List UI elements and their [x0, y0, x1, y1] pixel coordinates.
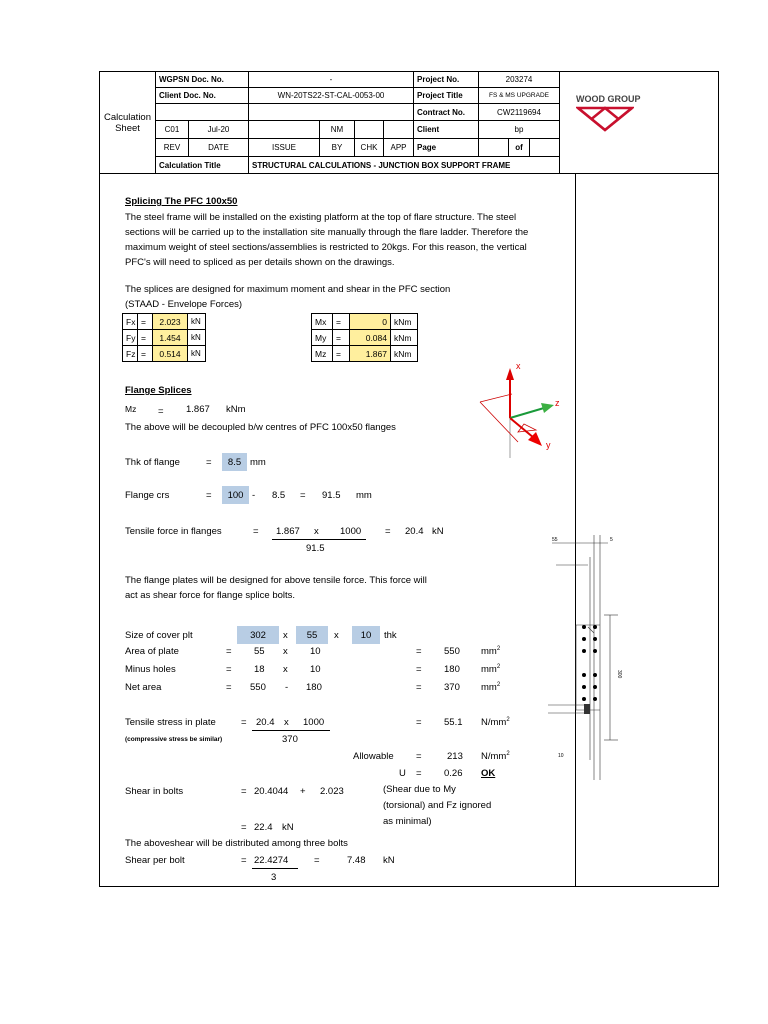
holes-res: 180 — [444, 664, 460, 675]
plates-line2: act as shear force for flange splice bolts. — [125, 590, 296, 601]
shear-note-1: (Shear due to My — [383, 784, 456, 795]
para2-line2: (STAAD - Envelope Forces) — [125, 299, 243, 310]
plates-line1: The flange plates will be designed for above tensile force. This force will — [125, 575, 427, 586]
crs-value: 100 — [222, 486, 249, 504]
calc-title-value: STRUCTURAL CALCULATIONS - JUNCTION BOX SUPPORT FRAME — [248, 156, 560, 174]
of-value — [529, 138, 560, 157]
drawing-dim-10: 10 — [558, 753, 564, 759]
moment-name: Mx — [311, 313, 333, 330]
shear-res-eq: = — [241, 822, 247, 833]
rev-label: REV — [155, 138, 189, 157]
thk-value: 8.5 — [222, 453, 247, 471]
stress-res: 55.1 — [444, 717, 463, 728]
by-label: BY — [319, 138, 355, 157]
cover-x2: x — [334, 630, 339, 641]
crs-minus: - — [252, 490, 256, 501]
client-doc-label: Client Doc. No. — [155, 87, 249, 104]
cover-a: 302 — [237, 626, 279, 644]
tensile-eq2: = — [385, 526, 391, 537]
perbolt-eq: = — [241, 855, 247, 866]
stress-a: 20.4 — [256, 717, 275, 728]
header-bottom-line — [99, 173, 719, 174]
splice-detail-drawing — [528, 535, 636, 780]
axis-x-label: x — [516, 361, 521, 371]
moment-value: 1.867 — [349, 345, 391, 362]
company-logo-icon — [576, 106, 634, 132]
shear-plus: + — [300, 786, 306, 797]
allow-val: 213 — [447, 751, 463, 762]
thk-eq: = — [206, 457, 212, 468]
holes-a: 18 — [254, 664, 265, 675]
unit-sup: 2 — [506, 717, 510, 723]
holes-b: 10 — [310, 664, 321, 675]
crs-minus-val: 8.5 — [272, 490, 286, 501]
tensile-num-b: 1000 — [340, 526, 362, 537]
area-res: 550 — [444, 646, 460, 657]
force-value: 0.514 — [152, 345, 188, 362]
moment-unit: kNm — [390, 345, 418, 362]
shear-unit: kN — [282, 822, 294, 833]
moment-unit: kNm — [390, 313, 418, 330]
para2-line1: The splices are designed for maximum moment and shear in the PFC section — [125, 284, 451, 295]
holes-label: Minus holes — [125, 664, 176, 675]
force-unit: kN — [187, 345, 206, 362]
unit-sup: 2 — [496, 646, 501, 652]
client-doc-value: WN-20TS22-ST-CAL-0053-00 — [248, 87, 414, 104]
stress-label: Tensile stress in plate — [125, 717, 216, 728]
project-title-label: Project Title — [413, 87, 479, 104]
force-name: Fy — [122, 329, 138, 346]
holes-unit — [481, 664, 500, 675]
unit-text: mm — [481, 664, 497, 676]
perbolt-res: 7.48 — [347, 855, 366, 866]
u-eq: = — [416, 768, 422, 779]
stress-unit — [481, 717, 510, 728]
wgpsn-value: - — [248, 71, 414, 88]
shear-b: 2.023 — [320, 786, 344, 797]
net-eq2: = — [416, 682, 422, 693]
perbolt-den: 3 — [271, 872, 277, 883]
calc-sheet-label: Calculation Sheet — [99, 71, 156, 174]
date-label: DATE — [188, 138, 249, 157]
unit-text: mm — [481, 646, 497, 658]
area-eq2: = — [416, 646, 422, 657]
moment-value: 0 — [349, 313, 391, 330]
project-no-value: 203274 — [478, 71, 560, 88]
by-value: NM — [319, 120, 355, 139]
holes-eq2: = — [416, 664, 422, 675]
area-eq: = — [226, 646, 232, 657]
area-x: x — [283, 646, 288, 657]
u-label: U — [399, 768, 406, 779]
moment-name: Mz — [311, 345, 333, 362]
crs-eq: = — [206, 490, 212, 501]
decoupled-text: The above will be decoupled b/w centres of PFC 100x50 flanges — [125, 422, 396, 433]
moment-eq: = — [332, 345, 350, 362]
net-label: Net area — [125, 682, 162, 693]
para1-line2: sections will be carried up to the installation site manually through the flare ladder. Therefore the — [125, 227, 529, 238]
force-name: Fz — [122, 345, 138, 362]
para1-line1: The steel frame will be installed on the existing platform at the top of flare structure. The steel — [125, 212, 517, 223]
distrib-text: The aboveshear will be distributed among three bolts — [125, 838, 348, 849]
fraction-line — [252, 730, 330, 731]
perbolt-label: Shear per bolt — [125, 855, 185, 866]
page-value — [478, 138, 509, 157]
net-b: 180 — [306, 682, 322, 693]
net-unit — [481, 682, 500, 693]
cover-thk: thk — [384, 630, 397, 641]
force-unit: kN — [187, 329, 206, 346]
moment-name: My — [311, 329, 333, 346]
crs-label: Flange crs — [125, 490, 170, 501]
shear-label: Shear in bolts — [125, 786, 184, 797]
force-value: 2.023 — [152, 313, 188, 330]
ok-badge: OK — [481, 768, 496, 779]
fraction-line — [252, 868, 298, 869]
mz-value: 1.867 — [186, 404, 210, 415]
unit-sup: 2 — [496, 664, 501, 670]
allow-eq: = — [416, 751, 422, 762]
unit-text: N/mm — [481, 751, 507, 763]
crs-eq2: = — [300, 490, 306, 501]
stress-den: 370 — [282, 734, 298, 745]
app-value — [383, 120, 414, 139]
force-eq: = — [137, 329, 153, 346]
chk-value — [354, 120, 384, 139]
allow-label: Allowable — [353, 751, 394, 762]
of-label: of — [508, 138, 530, 157]
area-unit — [481, 646, 500, 657]
unit-sup: 2 — [496, 682, 501, 688]
thk-label: Thk of flange — [125, 457, 180, 468]
force-eq: = — [137, 313, 153, 330]
perbolt-a: 22.4274 — [254, 855, 289, 866]
tensile-result: 20.4 — [405, 526, 424, 537]
moment-eq: = — [332, 313, 350, 330]
net-a: 550 — [250, 682, 266, 693]
tensile-label: Tensile force in flanges — [125, 526, 222, 537]
drawing-dim-5: 5 — [610, 537, 613, 543]
shear-note-2: (torsional) and Fz ignored — [383, 800, 492, 811]
net-minus: - — [285, 682, 289, 693]
blank-1 — [155, 103, 249, 121]
crs-unit: mm — [356, 490, 372, 501]
unit-text: mm — [481, 682, 497, 694]
client-label: Client — [413, 120, 479, 139]
blank-2 — [248, 103, 414, 121]
project-no-label: Project No. — [413, 71, 479, 88]
stress-eq2: = — [416, 717, 422, 728]
thk-unit: mm — [250, 457, 266, 468]
tensile-den: 91.5 — [306, 543, 325, 554]
flange-heading: Flange Splices — [125, 385, 192, 396]
u-val: 0.26 — [444, 768, 463, 779]
shear-note-3: as minimal) — [383, 816, 432, 827]
section-heading: Splicing The PFC 100x50 — [125, 196, 238, 207]
para1-line3: maximum weight of steel sections/assemblies is restricted to 20kgs. For this reason, the vertical — [125, 242, 527, 253]
tensile-eq: = — [253, 526, 259, 537]
compressive-note: (compressive stress be similar) — [125, 736, 223, 743]
calc-title-label: Calculation Title — [155, 156, 249, 174]
contract-no-label: Contract No. — [413, 103, 479, 121]
stress-b: 1000 — [303, 717, 325, 728]
mz-eq: = — [158, 406, 164, 417]
tensile-x: x — [314, 526, 319, 537]
cover-x1: x — [283, 630, 288, 641]
date-value: Jul-20 — [188, 120, 249, 139]
client-value: bp — [478, 120, 560, 139]
shear-eq: = — [241, 786, 247, 797]
unit-sup: 2 — [506, 751, 510, 757]
app-label: APP — [383, 138, 414, 157]
shear-a: 20.4044 — [254, 786, 289, 797]
wgpsn-label: WGPSN Doc. No. — [155, 71, 249, 88]
net-res: 370 — [444, 682, 460, 693]
force-eq: = — [137, 345, 153, 362]
contract-no-value: CW2119694 — [478, 103, 560, 121]
force-value: 1.454 — [152, 329, 188, 346]
cover-label: Size of cover plt — [125, 630, 193, 641]
cover-b: 55 — [296, 626, 328, 644]
axis-z-label: z — [555, 398, 560, 408]
area-a: 55 — [254, 646, 265, 657]
shear-res: 22.4 — [254, 822, 273, 833]
company-logo-text: WOOD GROUP — [576, 94, 641, 104]
area-label: Area of plate — [125, 646, 179, 657]
stress-eq: = — [241, 717, 247, 728]
stress-x: x — [284, 717, 289, 728]
tensile-num-a: 1.867 — [276, 526, 300, 537]
tensile-unit: kN — [432, 526, 444, 537]
mz-label: Mz — [125, 404, 137, 414]
force-unit: kN — [187, 313, 206, 330]
perbolt-eq2: = — [314, 855, 320, 866]
page-label: Page — [413, 138, 479, 157]
area-b: 10 — [310, 646, 321, 657]
moment-value: 0.084 — [349, 329, 391, 346]
moment-unit: kNm — [390, 329, 418, 346]
drawing-dim-55: 55 — [552, 537, 558, 543]
allow-unit — [481, 751, 510, 762]
axis-y-label: y — [546, 440, 551, 450]
axes-diagram — [478, 360, 578, 460]
issue-label: ISSUE — [248, 138, 320, 157]
cover-c: 10 — [352, 626, 380, 644]
net-eq: = — [226, 682, 232, 693]
holes-x: x — [283, 664, 288, 675]
moment-eq: = — [332, 329, 350, 346]
perbolt-unit: kN — [383, 855, 395, 866]
para1-line4: PFC's will need to spliced as per details shown on the drawings. — [125, 257, 395, 268]
chk-label: CHK — [354, 138, 384, 157]
holes-eq: = — [226, 664, 232, 675]
unit-text: N/mm — [481, 717, 507, 729]
rev-value: C01 — [155, 120, 189, 139]
force-name: Fx — [122, 313, 138, 330]
fraction-line — [272, 539, 366, 540]
drawing-dim-300: 300 — [616, 670, 622, 679]
crs-result: 91.5 — [322, 490, 341, 501]
mz-unit: kNm — [226, 404, 246, 415]
issue-value — [248, 120, 320, 139]
project-title-value: FS & MS UPGRADE — [478, 87, 560, 104]
